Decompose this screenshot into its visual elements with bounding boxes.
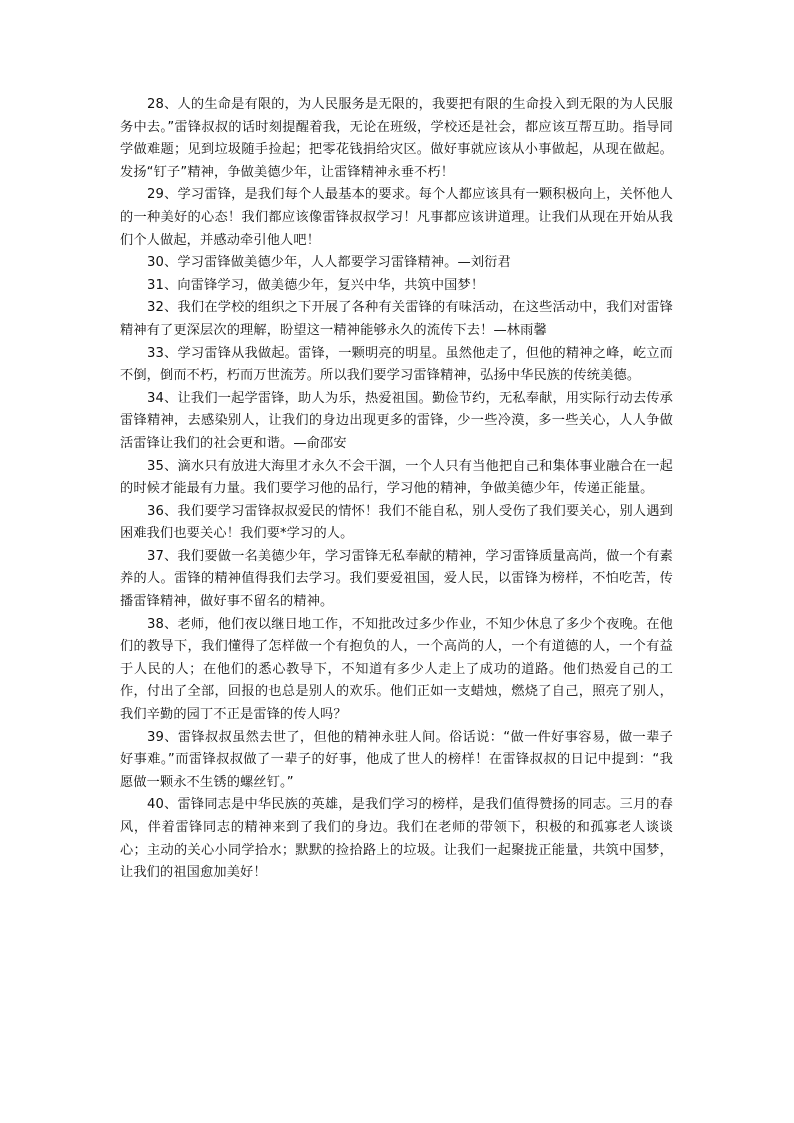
paragraph-31: 31、向雷锋学习，做美德少年，复兴中华，共筑中国梦！ — [147, 277, 485, 293]
paragraph-30: 30、学习雷锋做美德少年，人人都要学习雷锋精神。—刘衍君 — [147, 255, 511, 271]
paragraph-40: 40、雷锋同志是中华民族的英雄，是我们学习的榜样，是我们值得赞扬的同志。三月的春风，伴着雷锋同志的精神来到了我们的身边。我们在老师的带领下，积极的和孤寡老人谈谈心；主动的关心小同学拾水；默默的捡拾路上的垃圾。让我们一起聚拢正能量，共筑中国梦，让我们的祖国愈加美好！ — [120, 797, 673, 881]
paragraph-29: 29、学习雷锋，是我们每个人最基本的要求。每个人都应该具有一颗积极向上，关怀他人的一种美好的心态！我们都应该像雷锋叔叔学习！凡事都应该讲道理。让我们从现在开始从我们个人做起，并感动牵引他人吧！ — [120, 187, 673, 248]
paragraph-35: 35、滴水只有放进大海里才永久不会干涸，一个人只有当他把自己和集体事业融合在一起的时候才能最有力量。我们要学习他的品行，学习他的精神，争做美德少年，传递正能量。 — [120, 458, 673, 497]
paragraph-37: 37、我们要做一名美德少年，学习雷锋无私奉献的精神，学习雷锋质量高尚，做一个有素养的人。雷锋的精神值得我们去学习。我们要爱祖国，爱人民，以雷锋为榜样，不怕吃苦，传播雷锋精神，做好事不留名的精神。 — [120, 548, 673, 610]
paragraph-28: 28、人的生命是有限的，为人民服务是无限的，我要把有限的生命投入到无限的为人民服务中去。”雷锋叔叔的话时刻提醒着我，无论在班级，学校还是社会，都应该互帮互助。指导同学做难题；见到垃圾随手捡起；把零花钱捐给灾区。做好事就应该从小事做起，从现在做起。发扬“钉子”精神，争做美德少年，让雷锋精神永垂不朽！ — [120, 97, 673, 180]
paragraph-33: 33、学习雷锋从我做起。雷锋，一颗明亮的明星。虽然他走了，但他的精神之峰，屹立而不倒，倒而不朽，朽而万世流芳。所以我们要学习雷锋精神，弘扬中华民族的传统美德。 — [120, 345, 673, 384]
paragraph-39: 39、雷锋叔叔虽然去世了，但他的精神永驻人间。俗话说：“做一件好事容易，做一辈子好事难。”而雷锋叔叔做了一辈子的好事，他成了世人的榜样！在雷锋叔叔的日记中提到：“我愿做一颗永不生锈的螺丝钉。” — [120, 729, 673, 790]
paragraph-32: 32、我们在学校的组织之下开展了各种有关雷锋的有味活动，在这些活动中，我们对雷锋精神有了更深层次的理解，盼望这一精神能够永久的流传下去！—林雨馨 — [120, 300, 673, 338]
document-body — [120, 94, 673, 885]
paragraph-38: 38、老师，他们夜以继日地工作，不知批改过多少作业，不知少休息了多少个夜晚。在他们的教导下，我们懂得了怎样做一个有抱负的人，一个高尚的人，一个有道德的人，一个有益于人民的人；在他们的悉心教导下，不知道有多少人走上了成功的道路。他们热爱自己的工作，付出了全部，回报的也总是别人的欢乐。他们正如一支蜡烛，燃烧了自己，照亮了别人，我们辛勤的园丁不正是雷锋的传人吗？ — [120, 616, 673, 723]
paragraph-36: 36、我们要学习雷锋叔叔爱民的情怀！我们不能自私，别人受伤了我们要关心，别人遇到困难我们也要关心！我们要*学习的人。 — [120, 503, 673, 542]
paragraph-34: 34、让我们一起学雷锋，助人为乐，热爱祖国。勤俭节约，无私奉献，用实际行动去传承雷锋精神，去感染别人，让我们的身边出现更多的雷锋，少一些冷漠，多一些关心，人人争做活雷锋让我们的社会更和谐。—俞邵安 — [120, 390, 673, 451]
